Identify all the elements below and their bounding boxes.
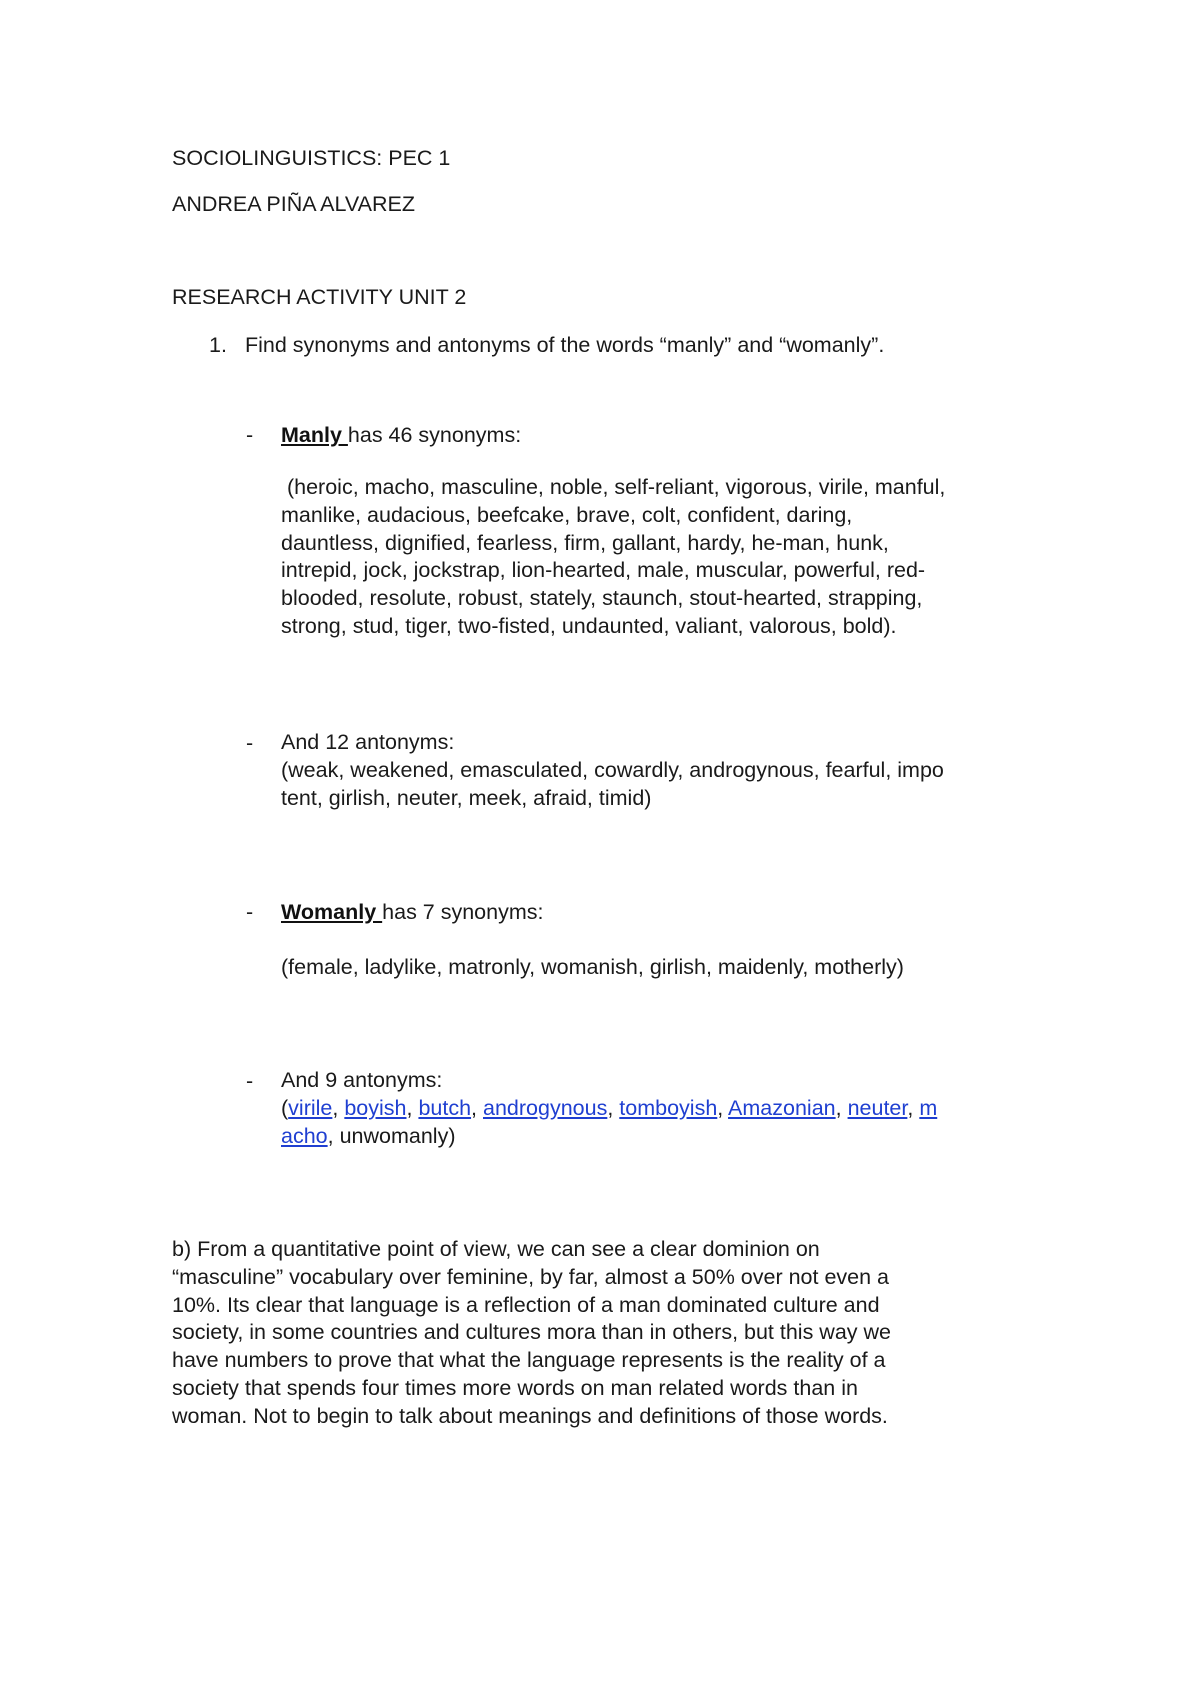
- list-line: dauntless, dignified, fearless, firm, gallant, hardy, he-man, hunk,: [281, 530, 889, 555]
- womanly-antonyms: [281, 1067, 1041, 1150]
- list-line: (weak, weakened, emasculated, cowardly, androgynous, fearful, impo: [281, 757, 944, 782]
- manly-antonyms: [281, 729, 1041, 812]
- separator: ,: [471, 1095, 483, 1120]
- separator: ,: [332, 1095, 345, 1120]
- womanly-heading: [281, 898, 543, 926]
- link-macho-cont[interactable]: acho: [281, 1123, 328, 1148]
- manly-antonyms-heading: And 12 antonyms:: [281, 730, 455, 754]
- separator: ,: [907, 1095, 920, 1120]
- answer-b-paragraph: [172, 1236, 1032, 1431]
- paragraph-line: woman. Not to begin to talk about meanings and definitions of those words.: [172, 1403, 888, 1428]
- link-virile[interactable]: virile: [288, 1095, 333, 1120]
- link-butch[interactable]: butch: [418, 1095, 472, 1120]
- separator: ,: [607, 1095, 620, 1120]
- list-line: blooded, resolute, robust, stately, staunch, stout-hearted, strapping,: [281, 586, 923, 611]
- open-paren: (: [281, 1095, 289, 1120]
- link-macho[interactable]: m: [919, 1095, 938, 1120]
- link-amazonian[interactable]: Amazonian: [728, 1095, 836, 1120]
- paragraph-line: have numbers to prove that what the language represents is the reality of a: [172, 1348, 886, 1373]
- list-line: intrepid, jock, jockstrap, lion-hearted, male, muscular, powerful, red-: [281, 558, 926, 583]
- manly-heading: [281, 421, 521, 449]
- womanly-word: Womanly: [281, 900, 383, 924]
- separator: ,: [717, 1095, 729, 1120]
- manly-heading-rest: has 46 synonyms:: [347, 423, 522, 447]
- paragraph-line: b) From a quantitative point of view, we can see a clear dominion on: [172, 1237, 820, 1261]
- link-androgynous[interactable]: androgynous: [483, 1095, 608, 1120]
- course-title: SOCIOLINGUISTICS: PEC 1: [172, 146, 451, 170]
- paragraph-line: society, in some countries and cultures mora than in others, but this way we: [172, 1320, 892, 1345]
- womanly-synonym-list: (female, ladylike, matronly, womanish, girlish, maidenly, motherly): [281, 955, 904, 979]
- womanly-antonyms-heading: And 9 antonyms:: [281, 1068, 443, 1092]
- tail-text: , unwomanly): [327, 1123, 456, 1148]
- separator: ,: [835, 1095, 848, 1120]
- question-text: Find synonyms and antonyms of the words “manly” and “womanly”.: [245, 333, 885, 357]
- question-number: 1.: [209, 333, 227, 357]
- link-boyish[interactable]: boyish: [344, 1095, 407, 1120]
- bullet-dash: -: [246, 423, 254, 447]
- paragraph-line: “masculine” vocabulary over feminine, by far, almost a 50% over not even a: [172, 1264, 890, 1289]
- list-line: (heroic, macho, masculine, noble, self-reliant, vigorous, virile, manful,: [281, 475, 946, 499]
- womanly-heading-rest: has 7 synonyms:: [382, 900, 544, 924]
- list-line: manlike, audacious, beefcake, brave, colt, confident, daring,: [281, 502, 853, 527]
- link-neuter[interactable]: neuter: [847, 1095, 908, 1120]
- link-tomboyish[interactable]: tomboyish: [619, 1095, 718, 1120]
- manly-word: Manly: [281, 423, 348, 447]
- separator: ,: [406, 1095, 419, 1120]
- list-line: tent, girlish, neuter, meek, afraid, timid): [281, 785, 652, 810]
- bullet-dash: -: [246, 731, 254, 755]
- bullet-dash: -: [246, 1069, 254, 1093]
- list-line: strong, stud, tiger, two-fisted, undaunted, valiant, valorous, bold).: [281, 613, 897, 638]
- bullet-dash: -: [246, 900, 254, 924]
- paragraph-line: society that spends four times more words on man related words than in: [172, 1375, 858, 1400]
- manly-synonym-list: [281, 474, 1041, 641]
- author-name: ANDREA PIÑA ALVAREZ: [172, 192, 415, 216]
- womanly-antonyms-line-2: [281, 1123, 1041, 1151]
- paragraph-line: 10%. Its clear that language is a reflection of a man dominated culture and: [172, 1292, 880, 1317]
- womanly-antonyms-line-1: [281, 1095, 1041, 1123]
- activity-title: RESEARCH ACTIVITY UNIT 2: [172, 285, 467, 309]
